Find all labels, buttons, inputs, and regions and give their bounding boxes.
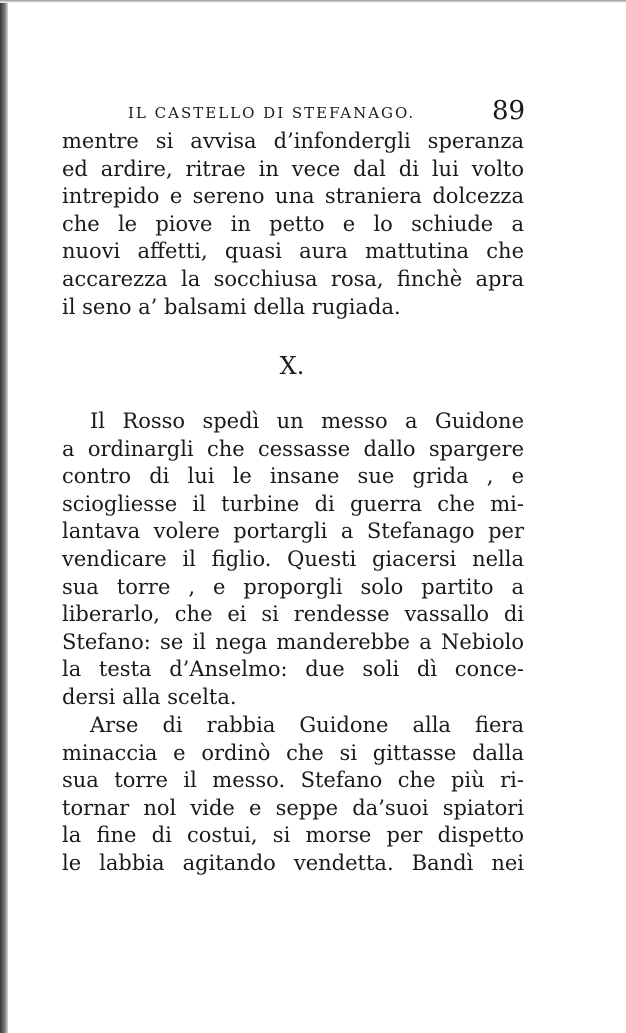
page-top-edge [0,0,626,3]
text-line: Arse di rabbia Guidone alla fiera [90,713,524,737]
text-line: vendicare il figlio. Questi giacersi nella [62,546,524,571]
page-binding-edge [0,0,8,1033]
text-line: minaccia e ordinò che si gittasse dalla [62,740,524,765]
text-line: la fine di costui, si morse per dispetto [62,823,524,848]
text-line: le labbia agitando vendetta. Bandì nei [62,850,524,875]
text-line: che le piove in petto e lo schiude a [62,211,524,236]
text-line: la testa d’Anselmo: due soli dì conce- [62,657,524,682]
paragraph-continued [62,128,524,321]
text-line: mentre si avvisa d’infondergli speranza [62,129,524,153]
text-line: sciogliesse il turbine di guerra che mi- [62,491,524,516]
section-heading: X. [279,352,305,380]
text-line: sua torre il messo. Stefano che più ri- [62,768,524,793]
text-line: tornar nol vide e seppe da’suoi spiatori [62,795,524,820]
text-line: dersi alla scelta. [62,684,237,709]
text-line: liberarlo, che ei si rendesse vassallo di [62,602,524,627]
text-line: accarezza la socchiusa rosa, finchè apra [62,266,524,291]
text-line: contro di lui le insane sue grida , e [62,464,524,489]
text-line: sua torre , e proporgli solo partito a [62,574,524,599]
paragraph-second [62,712,524,878]
text-line: nuovi affetti, quasi aura mattutina che [62,239,524,264]
page-number: 89 [492,96,526,126]
text-line: lantava volere portargli a Stefanago per [62,519,524,544]
text-line: il seno a’ balsami della rugiada. [62,294,401,319]
text-line: ed ardire, ritrae in vece dal di lui volto [62,156,524,181]
text-line: intrepido e sereno una straniera dolcezza [62,184,524,209]
running-title: IL CASTELLO DI STEFANAGO. [128,104,416,122]
text-line: a ordinargli che cessasse dallo spargere [62,436,524,461]
paragraph-first [62,408,524,712]
text-line: Il Rosso spedì un messo a Guidone [90,409,524,433]
text-line: Stefano: se il nega manderebbe a Nebiolo [62,629,524,654]
